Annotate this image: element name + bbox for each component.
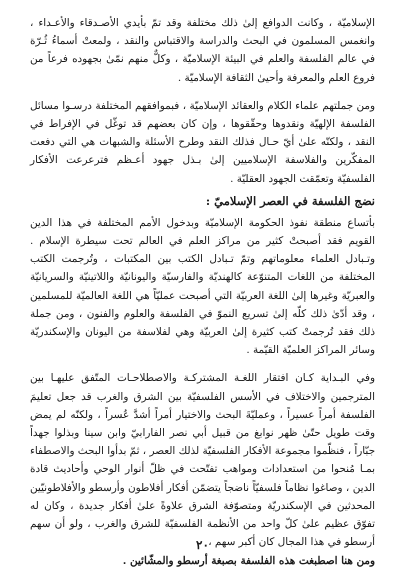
section-heading: نضج الفلسفة في العصر الإسلاميّ : <box>205 193 375 208</box>
paragraph-1: الإسلاميّة ، وكانت الدوافع إلىٰ ذلك مختلفة وقد تمّ بأيدي الأصـدقاء والأعـداء ، وانغمس المسلمون في البحث والدراسة والاقتباس والنقد ، ولمعتْ أسماءُ ثُـرّة في عالم الفلسفة والعلم في البيئة الإسلاميّة ، وكلٌّ منهم نمّىٰ بجهوده فرعاً من فروع العلم والمعرفة وأحيىٰ الثقافة الإسلاميّة . <box>30 17 375 84</box>
paragraph-5: ومن هنا اصطبغت هذه الفلسفة بصبغة أرسطو والمشّائين . <box>122 555 375 568</box>
page-number: ٢٠ <box>196 538 209 552</box>
paragraph-4: وفي البـداية كـان افتقار اللغـة المشتركـة والاصطلاحـات المتّفق عليهـا بين المترجمين والاختلاف في الأسس الفلسفيّة بين الشرق والغرب قد جعل تعليمَ الفلسفة أمراً عسيراً ، وعمليّةَ البحث والاختيار أمراً أشدَّ عُسراً ، ولكنّه لم يمض وقت طويل حتّىٰ ظهر نوابغ من قبيل أبي نصر الفارابيّ وابن سينا وبذلوا جهداً جبّاراً ، فنظّموا مجموعة الأفكار الفلسفيّة لذلك العصر ، ثمّ بدأوا البحث والاصطفاء بمـا مُنحوا من استعدادات ومواهب تفتّحت في ظلّ أنوار الوحي وأحاديث قادة الدين ، وصاغوا نظاماً فلسفيّاً ناضجاً يتضمّن أفكار أفلاطون وأرسطو والأفلاطونيّين المحدثين في الإسكندريّة ومتصوّفة الشرق علاوةً علىٰ أفكار جديدة ، وكان له تفوّق عظيم علىٰ كلّ واحد من الأنظمة الفلسفيّة للشرق والغرب ، ولو أن سهم أرسطو في هذا المجال كان أكبر سهم ، <box>30 372 375 549</box>
paragraph-3: بأتساع منطقة نفوذ الحكومة الإسلاميّة وبدخول الأمم المختلفة في هذا الدين القويم فقد أصبحتْ كثير من مراكز العلم في العالم تحت سيطرة الإسلام . وتـبادل العلماء معلوماتهم وتمّ تـبادل الكتب بين المكتبات ، وتُرجمت الكتب المختلفة من اللغات المتنوّعة كالهنديّة والفارسيّة واليونانيّة واللاتينيّة والسريانيّة والعبريّة وغيرها إلىٰ اللغة العربيّة التي أصبحت عمليّاً هي اللغة العالميّة للمسلمين ، وقد أدّىٰ ذلك كلّه إلىٰ تسريع النموّ في الفلسفة والعلوم والفنون ، ومن جملة ذلك فقد تُرجمتْ كتب كثيرة إلىٰ العربيّة وهي لفلاسفة من اليونان والإسكندريّة وسائر المراكز العلميّة القيّمة . <box>30 216 375 357</box>
paragraph-2: ومن جملتهم علماء الكلام والعقائد الإسلاميّة ، فبموافقهم المختلفة درسـوا مسائل الفلسفة الإلهيّة ونقدوها وحقّقوها ، وإن كان بعضهم قد توغّل في الإفراط في النقد ، ولكنّه علىٰ أيّ حـال فذلك النقد وطرح الأسئلة والشبهات هي التي دفعت المفكّرين والفلاسفة الإسلاميين إلىٰ بـذل جهود أعـظم فترعرعت الأفكار الفلسفيّة وتعمّقت الجهود العقليّة . <box>30 99 375 185</box>
